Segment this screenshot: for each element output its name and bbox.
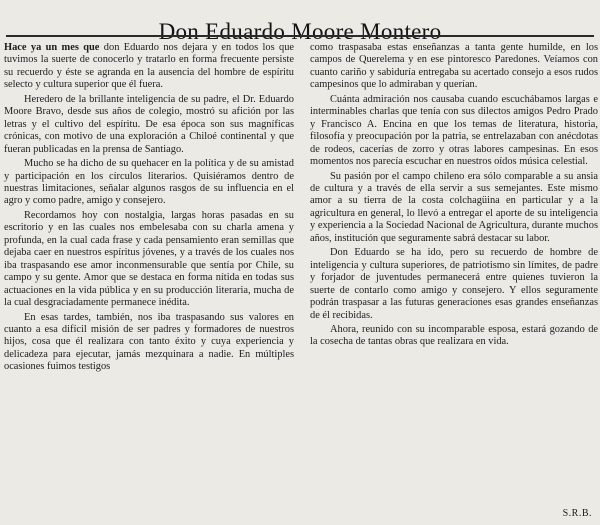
title-rule [6, 35, 594, 37]
paragraph-2: Heredero de la brillante inteligencia de su padre, el Dr. Eduardo Moore Bravo, desde sus años de colegio, mostró su afición por las letras y el cultivo del espíritu. De esa época son sus magníficas crónicas, con motivo de una exploración a Chiloé continental y que fueran publicadas en la prensa de Santiago. [4, 93, 294, 155]
paragraph-10: Ahora, reunido con su incomparable esposa, estará gozando de la cosecha de tantas obras que realizara en vida. [310, 323, 598, 348]
paragraph-9: Don Eduardo se ha ido, pero su recuerdo de hombre de inteligencia y cultura superiores, de patriotismo sin límites, de padre y forjador de juventudes permanecerá entre quienes tuvieron la suerte de contarlo como amigo y consejero. Y ellos seguramente podrán traspasar a las futuras generaciones esas grandes enseñanzas de él recibidas. [310, 247, 598, 321]
paragraph-1-text: don Eduardo nos dejara y en todos los que tuvimos la suerte de conocerlo y tratarlo en forma frecuente persiste su recuerdo y éste se agranda en la ausencia del hombre de espíritu selecto y cultura superior que él fuera. [4, 42, 294, 91]
paragraph-4: Recordamos hoy con nostalgia, largas horas pasadas en su escritorio y en las cuales nos embelesaba con su charla amena y profunda, en la cual cada frase y cada pensamiento eran semillas que dejaba caer en nuestros espíritus jóvenes, y a través de los cuales nos iba traspasando ese amor inconmensurable que sentía por Chile, su campo y su gente. Amor que se destaca en forma nítida en todas sus actuaciones en la vida pública y en su producción literaria, mucha de la cual desgraciadamente permanece inédita. [4, 209, 294, 309]
right-column [310, 42, 598, 351]
paragraph-5: En esas tardes, también, nos iba traspasando sus valores en cuanto a esa difícil misión de ser padres y formadores de nuestros hijos, cosa que él realizara con tanto éxito y cuya experiencia y delicadeza para ejecutar, jamás mezquinara a nadie. En múltiples ocasiones fuimos testigos [4, 311, 294, 373]
lead-in: Hace ya un mes que [4, 42, 100, 53]
paragraph-6: como traspasaba estas enseñanzas a tanta gente humilde, en los campos de Querelema y en ese pintoresco Paredones. Veíamos con cuanto cariño y sabiduría entregaba su acertado consejo a esos rudos campesinos que lo admiraban y querían. [310, 42, 598, 91]
paragraph-1 [4, 42, 294, 92]
left-column [4, 42, 294, 376]
paragraph-8: Su pasión por el campo chileno era sólo comparable a su ansia de cultura y a través de ella servir a sus semejantes. Este mismo amor a su tierra de la costa colchagüina en particular y a la agricultura en general, lo llevó a entregar el aporte de su inteligencia y experiencia a la Sociedad Nacional de Agricultura, durante muchos años, institución que seguramente sabrá destacar su labor. [310, 170, 598, 244]
article-title: Don Eduardo Moore Montero [158, 19, 442, 45]
paragraph-3: Mucho se ha dicho de su quehacer en la política y de su amistad y participación en los círculos literarios. Quisiéramos dentro de nuestras limitaciones, señalar algunos rasgos de su influencia en el agro y como padre, amigo y consejero. [4, 158, 294, 207]
paragraph-7: Cuánta admiración nos causaba cuando escuchábamos largas e interminables charlas que tenía con sus dilectos amigos Pedro Prado y Francisco A. Encina en que los temas de literatura, historia, filosofía y preocupación por la patria, se entrelazaban con anécdotas de rodeos, cacerías de zorro y otras labores campesinas. En esos momentos nos parecía escuchar en nuestros oídos música celestial. [310, 93, 598, 168]
author-signature: S.R.B. [562, 508, 592, 519]
